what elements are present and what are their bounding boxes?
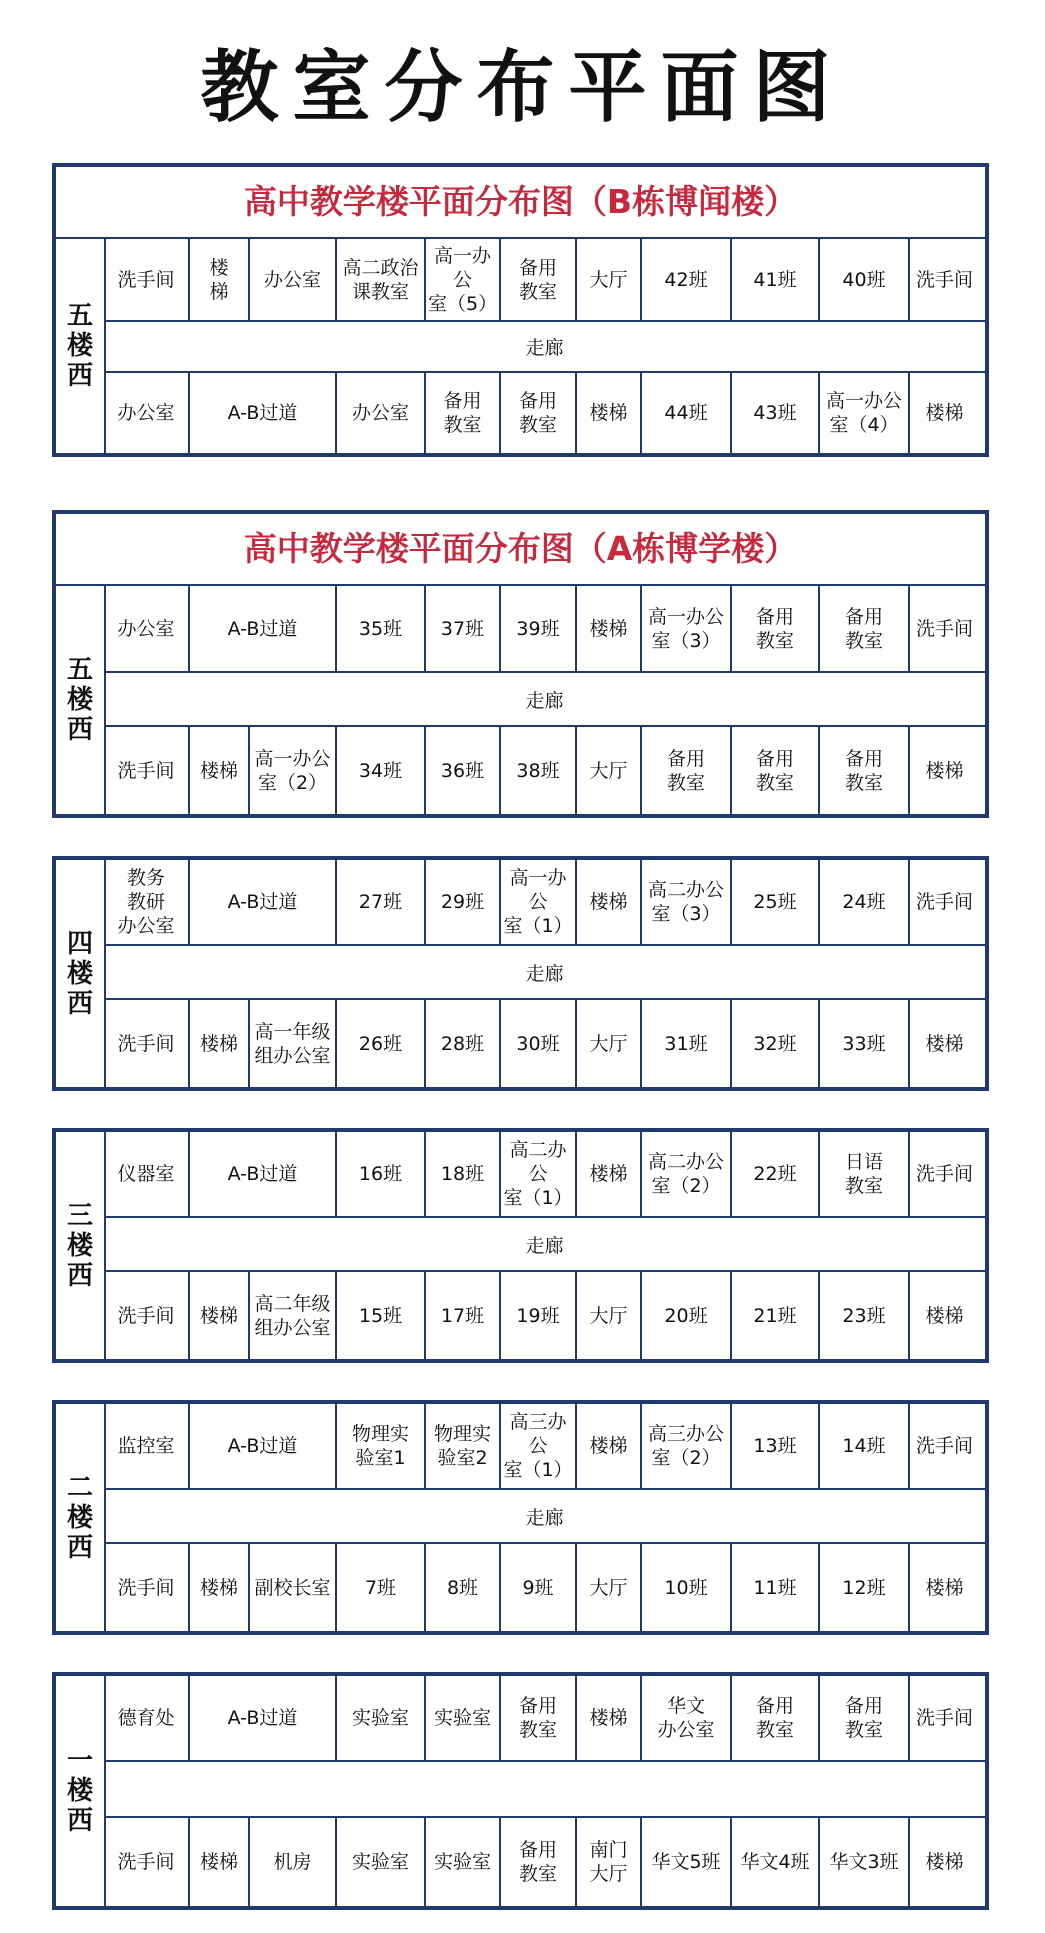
room-cell: 23班: [820, 1272, 910, 1359]
room-cell: 9班: [501, 1544, 577, 1631]
room-cell: 20班: [642, 1272, 732, 1359]
floor-plan-panel: [52, 510, 989, 818]
floor-plan-panel: [52, 1128, 989, 1363]
room-cell: 实验室: [426, 1676, 501, 1760]
room-cell: 备用 教室: [732, 727, 820, 814]
south-room-row: [104, 373, 985, 453]
panel-body: [56, 1132, 985, 1359]
room-cell: 备用 教室: [501, 1818, 577, 1906]
panel-body: [56, 1676, 985, 1906]
room-cell: 11班: [732, 1544, 820, 1631]
room-cell: 备用 教室: [820, 586, 910, 671]
room-cell: 高一年级 组办公室: [250, 1000, 337, 1087]
room-cell: 洗手间: [104, 1544, 190, 1631]
room-cell: 38班: [501, 727, 577, 814]
room-cell: 高三办公 室（2）: [642, 1404, 732, 1488]
room-cell: 洗手间: [104, 1272, 190, 1359]
room-cell: 高一办公 室（5）: [426, 239, 501, 320]
room-cell: 大厅: [577, 1544, 642, 1631]
north-room-row: [104, 239, 985, 322]
room-cell: 楼梯: [190, 1818, 250, 1906]
room-cell: 21班: [732, 1272, 820, 1359]
room-grid: [104, 1404, 985, 1631]
room-cell: 34班: [337, 727, 426, 814]
floor-label-char: 西: [66, 1806, 93, 1836]
panel-heading: 高中教学楼平面分布图（B栋博闻楼）: [56, 167, 985, 239]
floor-label-char: 西: [66, 988, 93, 1019]
floor-label-char: 楼: [66, 1776, 93, 1806]
room-cell: 楼梯: [925, 1851, 964, 1873]
floor-label-char: 楼: [66, 958, 93, 989]
floor-label-char: 一: [66, 1746, 93, 1776]
room-cell: 办公室: [104, 586, 190, 671]
room-cell: 高三办公 室（1）: [501, 1404, 577, 1488]
room-cell: 楼梯: [190, 1544, 250, 1631]
panel-body: [56, 239, 985, 453]
room-cell: 楼梯: [577, 1404, 642, 1488]
room-cell: A-B过道: [190, 860, 337, 944]
room-cell: 大厅: [577, 239, 642, 320]
room-cell: 楼梯: [577, 586, 642, 671]
room-cell: 监控室: [104, 1404, 190, 1488]
room-cell: 洗手间: [915, 617, 973, 640]
room-cell: A-B过道: [190, 1404, 337, 1488]
floor-label: [56, 1132, 106, 1359]
room-cell: 35班: [337, 586, 426, 671]
room-cell: 备用 教室: [642, 727, 732, 814]
north-room-row: [104, 1132, 985, 1218]
room-cell: 26班: [337, 1000, 426, 1087]
room-cell: 楼梯: [925, 402, 964, 424]
room-cell: 高二办公 室（2）: [642, 1132, 732, 1216]
room-cell: 备用 教室: [426, 373, 501, 453]
room-cell: 华文3班: [820, 1818, 910, 1906]
room-cell: 39班: [501, 586, 577, 671]
room-cell: 大厅: [577, 1000, 642, 1087]
floor-label-char: 四: [66, 928, 93, 959]
room-cell: A-B过道: [190, 586, 337, 671]
room-cell: 高一办公 室（3）: [642, 586, 732, 671]
floor-label: [56, 1676, 106, 1906]
room-cell: 高一办公 室（1）: [501, 860, 577, 944]
floor-plan-panel: [52, 1400, 989, 1635]
floor-label: [56, 1404, 106, 1631]
panel-heading: 高中教学楼平面分布图（A栋博学楼）: [56, 514, 985, 586]
corridor: 走廊: [104, 1218, 985, 1272]
north-room-row: [104, 1676, 985, 1762]
floor-label-char: 西: [66, 715, 93, 745]
room-cell: 30班: [501, 1000, 577, 1087]
room-cell: 29班: [426, 860, 501, 944]
room-cell: 备用 教室: [732, 1676, 820, 1760]
room-cell: 高二政治 课教室: [337, 239, 426, 320]
room-cell: 楼梯: [925, 759, 964, 782]
north-room-row: [104, 586, 985, 673]
corridor: 走廊: [104, 946, 985, 1000]
room-cell: 楼梯: [925, 1576, 964, 1599]
room-cell: 洗手间: [915, 891, 973, 913]
room-cell: 洗手间: [104, 1000, 190, 1087]
room-cell: 大厅: [577, 727, 642, 814]
room-cell: 16班: [337, 1132, 426, 1216]
room-cell: 备用 教室: [501, 1676, 577, 1760]
room-cell: 备用 教室: [732, 586, 820, 671]
room-cell: 南门 大厅: [577, 1818, 642, 1906]
room-cell: A-B过道: [190, 1676, 337, 1760]
south-room-row: [104, 1544, 985, 1631]
floor-label-char: 西: [66, 361, 93, 391]
room-cell: 31班: [642, 1000, 732, 1087]
floor-label-char: 西: [66, 1260, 93, 1291]
room-grid: [104, 586, 985, 814]
room-cell: 物理实 验室1: [337, 1404, 426, 1488]
room-cell: 24班: [820, 860, 910, 944]
floor-label: [56, 239, 106, 453]
room-cell: 楼梯: [577, 860, 642, 944]
room-cell: 副校长室: [250, 1544, 337, 1631]
floor-label-char: 五: [66, 301, 93, 331]
panel-body: [56, 1404, 985, 1631]
room-grid: [104, 1132, 985, 1359]
room-cell: 备用 教室: [820, 1676, 910, 1760]
room-cell: 洗手间: [915, 1707, 973, 1729]
floor-label: [56, 860, 106, 1087]
room-cell: 备用 教室: [501, 239, 577, 320]
room-grid: [104, 860, 985, 1087]
room-cell: 楼梯: [577, 373, 642, 453]
room-cell: 楼梯: [190, 1272, 250, 1359]
floor-label-char: 三: [66, 1200, 93, 1231]
room-cell: 10班: [642, 1544, 732, 1631]
floor-label-char: 楼: [66, 1502, 93, 1533]
floor-label: [56, 586, 106, 814]
room-cell: 日语 教室: [820, 1132, 910, 1216]
floor-label-char: 西: [66, 1532, 93, 1563]
room-cell: A-B过道: [190, 1132, 337, 1216]
floor-label-char: 五: [66, 655, 93, 685]
room-cell: 楼梯: [190, 727, 250, 814]
room-cell: 14班: [820, 1404, 910, 1488]
room-cell: 43班: [732, 373, 820, 453]
room-cell: 仪器室: [104, 1132, 190, 1216]
south-room-row: [104, 1000, 985, 1087]
room-cell: A-B过道: [190, 373, 337, 453]
room-grid: [104, 1676, 985, 1906]
south-room-row: [104, 1818, 985, 1906]
room-cell: 楼梯: [577, 1132, 642, 1216]
room-cell: 办公室: [104, 373, 190, 453]
room-cell: 19班: [501, 1272, 577, 1359]
north-room-row: [104, 860, 985, 946]
room-cell: 32班: [732, 1000, 820, 1087]
room-cell: 33班: [820, 1000, 910, 1087]
room-cell: 洗手间: [915, 1163, 973, 1185]
floor-plan-panel: [52, 1672, 989, 1910]
room-cell: 洗手间: [915, 268, 973, 291]
room-cell: 7班: [337, 1544, 426, 1631]
room-cell: 27班: [337, 860, 426, 944]
panel-body: [56, 860, 985, 1087]
room-cell: 高二年级 组办公室: [250, 1272, 337, 1359]
room-cell: 42班: [642, 239, 732, 320]
corridor: 走廊: [104, 322, 985, 373]
room-cell: 华文4班: [732, 1818, 820, 1906]
room-cell: 15班: [337, 1272, 426, 1359]
room-cell: 办公室: [337, 373, 426, 453]
corridor: [104, 1762, 985, 1818]
room-cell: 17班: [426, 1272, 501, 1359]
north-room-row: [104, 1404, 985, 1490]
room-cell: 华文5班: [642, 1818, 732, 1906]
room-cell: 洗手间: [915, 1435, 973, 1457]
floor-plan-panel: [52, 163, 989, 457]
room-cell: 37班: [426, 586, 501, 671]
room-cell: 8班: [426, 1544, 501, 1631]
room-cell: 楼梯: [925, 1032, 964, 1055]
room-cell: 25班: [732, 860, 820, 944]
room-cell: 22班: [732, 1132, 820, 1216]
room-cell: 备用 教室: [501, 373, 577, 453]
room-cell: 楼梯: [190, 1000, 250, 1087]
room-cell: 44班: [642, 373, 732, 453]
room-cell: 28班: [426, 1000, 501, 1087]
room-cell: 教务 教研 办公室: [104, 860, 190, 944]
room-grid: [104, 239, 985, 453]
corridor: 走廊: [104, 673, 985, 727]
south-room-row: [104, 727, 985, 814]
floor-label-char: 楼: [66, 685, 93, 715]
room-cell: 36班: [426, 727, 501, 814]
room-cell: 洗手间: [104, 1818, 190, 1906]
room-cell: 物理实 验室2: [426, 1404, 501, 1488]
room-cell: 华文 办公室: [642, 1676, 732, 1760]
floor-label-char: 楼: [66, 1230, 93, 1261]
room-cell: 高一办公 室（2）: [250, 727, 337, 814]
corridor: 走廊: [104, 1490, 985, 1544]
room-cell: 实验室: [426, 1818, 501, 1906]
room-cell: 40班: [820, 239, 910, 320]
room-cell: 12班: [820, 1544, 910, 1631]
room-cell: 洗手间: [104, 727, 190, 814]
room-cell: 实验室: [337, 1818, 426, 1906]
room-cell: 楼 梯: [190, 239, 250, 320]
south-room-row: [104, 1272, 985, 1359]
room-cell: 机房: [250, 1818, 337, 1906]
page-title: 教室分布平面图: [200, 43, 845, 133]
room-cell: 实验室: [337, 1676, 426, 1760]
room-cell: 备用 教室: [820, 727, 910, 814]
room-cell: 18班: [426, 1132, 501, 1216]
room-cell: 高二办公 室（3）: [642, 860, 732, 944]
room-cell: 楼梯: [577, 1676, 642, 1760]
room-cell: 洗手间: [104, 239, 190, 320]
panel-body: [56, 586, 985, 814]
room-cell: 13班: [732, 1404, 820, 1488]
room-cell: 高一办公 室（4）: [820, 373, 910, 453]
floor-plan-panel: [52, 856, 989, 1091]
room-cell: 德育处: [104, 1676, 190, 1760]
room-cell: 高二办公 室（1）: [501, 1132, 577, 1216]
room-cell: 41班: [732, 239, 820, 320]
room-cell: 办公室: [250, 239, 337, 320]
room-cell: 大厅: [577, 1272, 642, 1359]
floor-label-char: 二: [66, 1472, 93, 1503]
floor-label-char: 楼: [66, 331, 93, 361]
room-cell: 楼梯: [925, 1304, 964, 1327]
